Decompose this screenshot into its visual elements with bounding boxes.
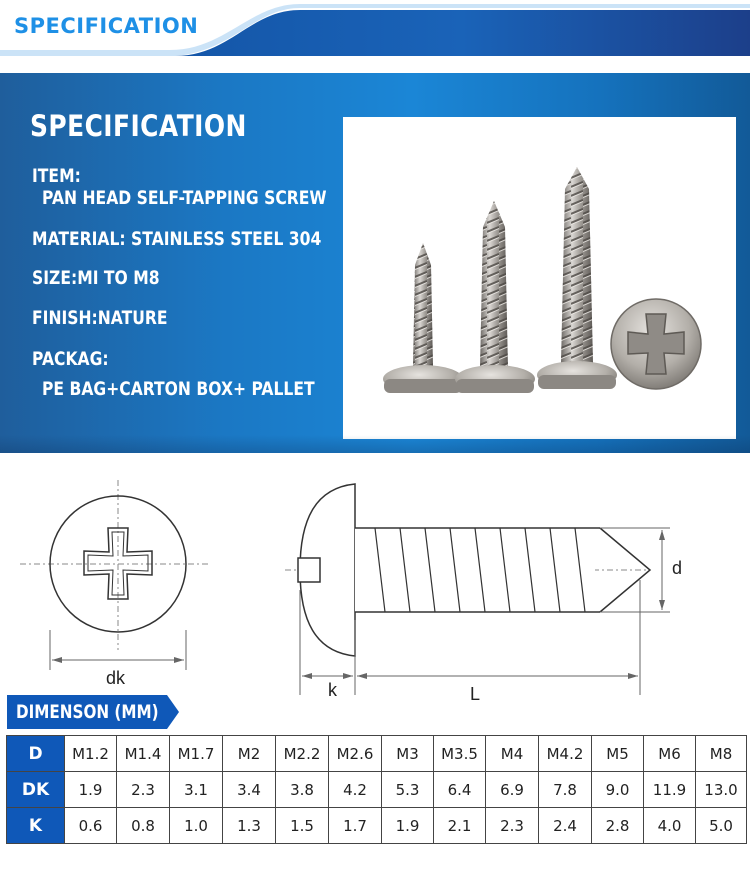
table-cell: 1.5 bbox=[276, 808, 329, 844]
spec-package-value: PE BAG+CARTON BOX+ PALLET bbox=[42, 378, 315, 400]
table-cell: 2.4 bbox=[539, 808, 592, 844]
spec-item-label: ITEM: bbox=[32, 165, 81, 187]
table-cell: 6.9 bbox=[486, 772, 539, 808]
table-cell: 1.9 bbox=[382, 808, 434, 844]
spec-material: MATERIAL: STAINLESS STEEL 304 bbox=[32, 228, 322, 250]
spec-size: SIZE:MI TO M8 bbox=[32, 267, 160, 289]
dim-L-label: L bbox=[470, 684, 481, 700]
table-cell: 5.0 bbox=[696, 808, 747, 844]
table-cell: 2.3 bbox=[117, 772, 170, 808]
table-cell: 13.0 bbox=[696, 772, 747, 808]
table-row bbox=[7, 736, 747, 772]
head-top-view bbox=[20, 480, 210, 670]
table-cell: M4.2 bbox=[539, 736, 592, 772]
dim-k-label: k bbox=[328, 680, 337, 700]
specification-panel bbox=[0, 73, 750, 453]
table-cell: M1.2 bbox=[65, 736, 117, 772]
product-photo bbox=[343, 117, 736, 439]
row-header: D bbox=[7, 736, 65, 772]
table-cell: M3 bbox=[382, 736, 434, 772]
spec-item-value: PAN HEAD SELF-TAPPING SCREW bbox=[42, 187, 327, 209]
table-cell: 2.8 bbox=[592, 808, 644, 844]
table-cell: 4.0 bbox=[644, 808, 696, 844]
table-cell: 0.8 bbox=[117, 808, 170, 844]
table-cell: M3.5 bbox=[434, 736, 486, 772]
spec-package-label: PACKAG: bbox=[32, 348, 109, 370]
spec-heading: SPECIFICATION bbox=[30, 109, 247, 143]
table-row bbox=[7, 808, 747, 844]
table-cell: M6 bbox=[644, 736, 696, 772]
table-cell: 3.8 bbox=[276, 772, 329, 808]
table-cell: M5 bbox=[592, 736, 644, 772]
table-cell: M4 bbox=[486, 736, 539, 772]
dimension-table-body bbox=[7, 736, 747, 844]
table-cell: 2.1 bbox=[434, 808, 486, 844]
table-cell: 11.9 bbox=[644, 772, 696, 808]
table-cell: M1.7 bbox=[170, 736, 223, 772]
row-header: K bbox=[7, 808, 65, 844]
dim-d-label: d bbox=[672, 558, 683, 578]
table-cell: M1.4 bbox=[117, 736, 170, 772]
table-cell: 3.1 bbox=[170, 772, 223, 808]
screw-medium bbox=[455, 201, 535, 393]
table-cell: 5.3 bbox=[382, 772, 434, 808]
table-cell: 1.7 bbox=[329, 808, 382, 844]
header-title: SPECIFICATION bbox=[14, 14, 199, 38]
table-row bbox=[7, 772, 747, 808]
table-cell: 7.8 bbox=[539, 772, 592, 808]
dimension-label-text: DIMENSON (MM) bbox=[16, 701, 159, 723]
screw-head-face bbox=[611, 299, 701, 389]
screw-large bbox=[537, 167, 617, 389]
header-banner bbox=[0, 0, 750, 56]
table-cell: M2 bbox=[223, 736, 276, 772]
table-cell: M2.6 bbox=[329, 736, 382, 772]
screws-illustration bbox=[343, 117, 736, 439]
table-cell: 1.3 bbox=[223, 808, 276, 844]
table-cell: 1.9 bbox=[65, 772, 117, 808]
screw-small bbox=[383, 243, 463, 393]
table-cell: 6.4 bbox=[434, 772, 486, 808]
row-header: DK bbox=[7, 772, 65, 808]
table-cell: M8 bbox=[696, 736, 747, 772]
table-cell: 1.0 bbox=[170, 808, 223, 844]
table-cell: 4.2 bbox=[329, 772, 382, 808]
dimension-label bbox=[7, 695, 167, 729]
screw-side-view bbox=[285, 484, 670, 695]
technical-drawing bbox=[0, 470, 750, 700]
table-cell: M2.2 bbox=[276, 736, 329, 772]
table-cell: 3.4 bbox=[223, 772, 276, 808]
table-cell: 9.0 bbox=[592, 772, 644, 808]
dim-dk-label: dk bbox=[106, 668, 126, 688]
table-cell: 0.6 bbox=[65, 808, 117, 844]
table-cell: 2.3 bbox=[486, 808, 539, 844]
spec-finish: FINISH:NATURE bbox=[32, 307, 168, 329]
dimension-table bbox=[6, 735, 747, 844]
